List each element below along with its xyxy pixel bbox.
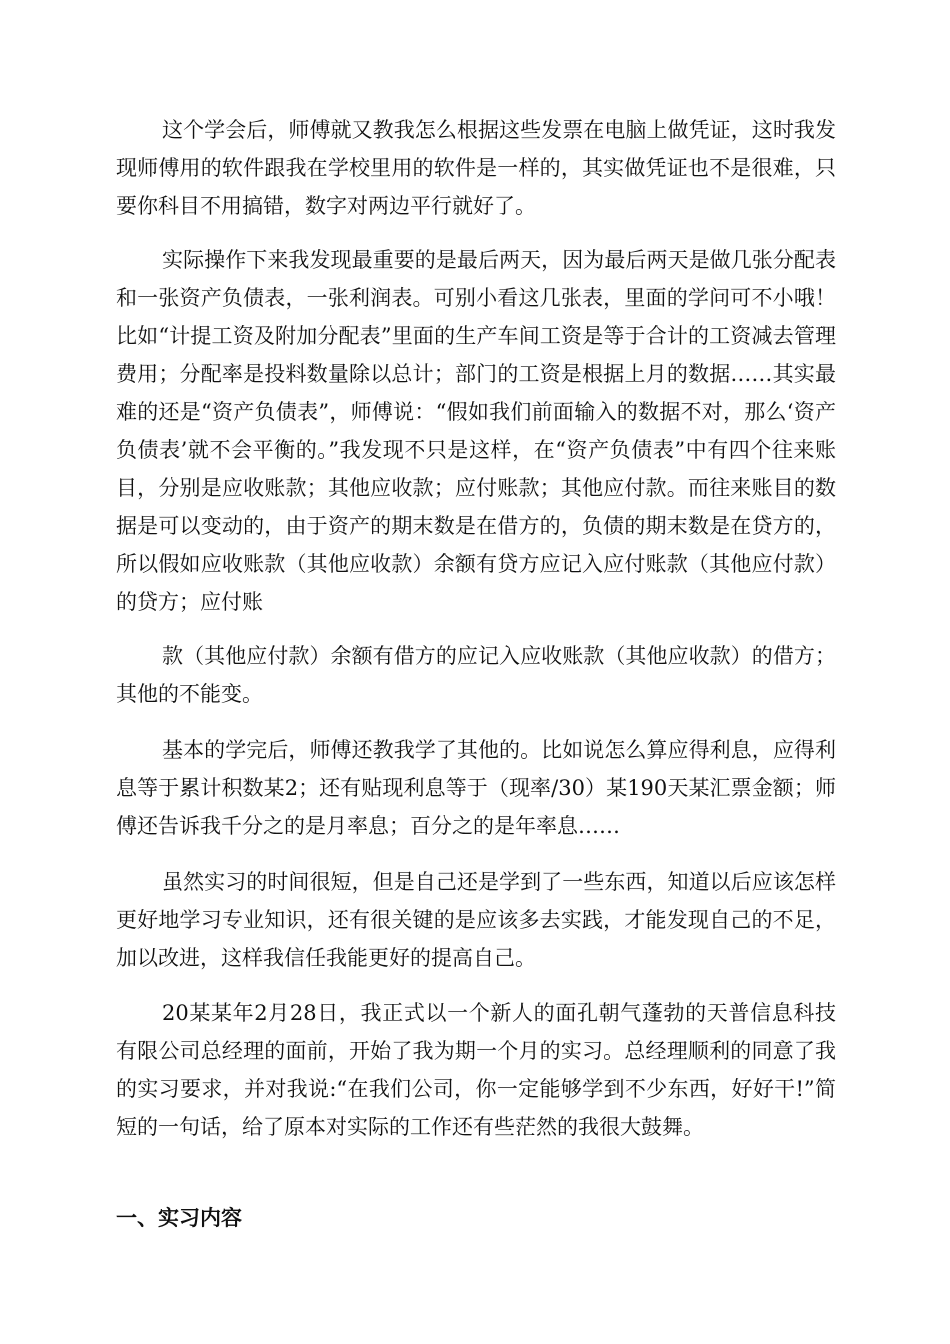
paragraph-statements: 实际操作下来我发现最重要的是最后两天，因为最后两天是做几张分配表和一张资产负债表，一张利润表。可别小看这几张表，里面的学问可不小哦！比如“计提工资及附加分配表”里面的生产车间工资是等于合计的工资减去管理费用；分配率是投料数量除以总计；部门的工资是根据上月的数据……其实最难的还是“资产负债表”，师傅说：“假如我们前面输入的数据不对，那么‘资产负债表’就不会平衡的。”我发现不只是这样，在“资产负债表”中有四个往来账目，分别是应收账款；其他应收款；应付账款；其他应付款。而往来账目的数据是可以变动的，由于资产的期末数是在借方的，负债的期末数是在贷方的，所以假如应收账款（其他应收款）余额有贷方应记入应付账款（其他应付款）的贷方；应付账 — [116, 248, 836, 614]
paragraph-voucher: 这个学会后，师傅就又教我怎么根据这些发票在电脑上做凭证，这时我发现师傅用的软件跟我在学校里用的软件是一样的，其实做凭证也不是很难，只要你科目不用搞错，数字对两边平行就好了。 — [116, 118, 836, 218]
paragraph-internship-start: 20某某年2月28日，我正式以一个新人的面孔朝气蓬勃的天普信息科技有限公司总经理的面前，开始了我为期一个月的实习。总经理顺利的同意了我的实习要求，并对我说:“在我们公司，你一定能够学到不少东西，好好干!”简短的一句话，给了原本对实际的工作还有些茫然的我很大鼓舞。 — [116, 1001, 836, 1139]
paragraph-statements-continued: 款（其他应付款）余额有借方的应记入应收账款（其他应收款）的借方；其他的不能变。 — [116, 644, 836, 706]
section-heading: 一、实习内容 — [116, 1206, 242, 1230]
paragraph-interest: 基本的学完后，师傅还教我学了其他的。比如说怎么算应得利息，应得利息等于累计积数某2；还有贴现利息等于（现率/30）某190天某汇票金额；师傅还告诉我千分之的是月率息；百分之的是年率息…… — [116, 738, 836, 838]
paragraph-reflection: 虽然实习的时间很短，但是自己还是学到了一些东西，知道以后应该怎样更好地学习专业知识，还有很关键的是应该多去实践，才能发现自己的不足，加以改进，这样我信任我能更好的提高自己。 — [116, 870, 836, 970]
